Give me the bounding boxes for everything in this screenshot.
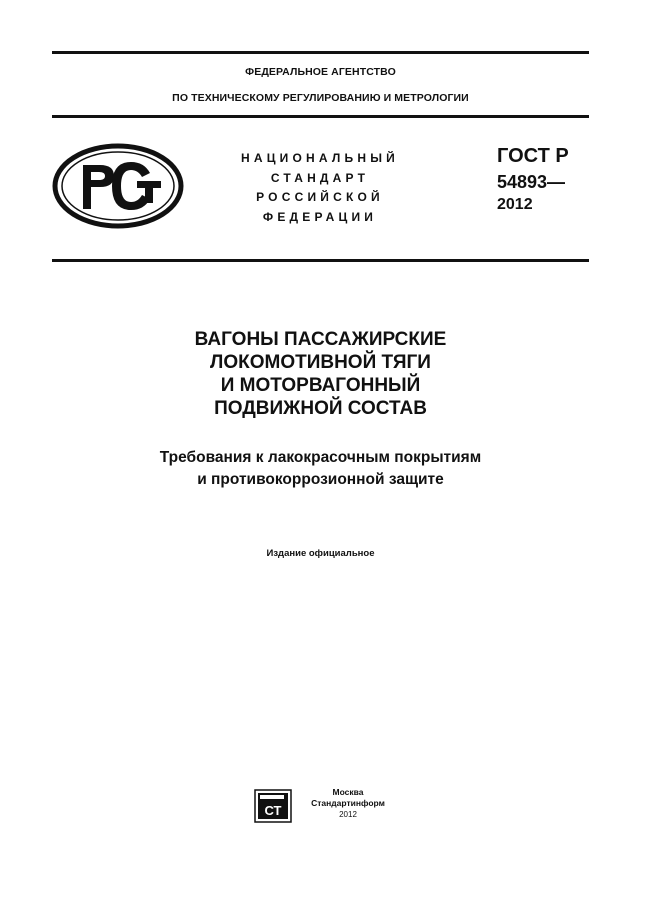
designation-line-2: 54893— — [497, 172, 566, 192]
designation-line-1: ГОСТ Р — [497, 145, 569, 167]
title-line-2: ЛОКОМОТИВНОЙ ТЯГИ — [210, 352, 431, 373]
svg-text:СТ: СТ — [264, 803, 282, 818]
subtitle-line-2: и противокоррозионной защите — [197, 471, 444, 488]
standard-type-line-2: СТАНДАРТ — [270, 170, 370, 185]
standard-type-line-3: РОССИЙСКОЙ — [256, 190, 384, 204]
standard-type-line-4: ФЕДЕРАЦИИ — [262, 209, 378, 224]
title-line-4: ПОДВИЖНОЙ СОСТАВ — [214, 398, 427, 419]
standard-type — [225, 149, 415, 227]
title-line-3: И МОТОРВАГОННЫЙ — [220, 375, 421, 396]
rst-certification-mark-icon — [52, 143, 184, 229]
bottom-rule — [52, 259, 589, 262]
publisher-imprint — [308, 787, 388, 820]
publisher-year: 2012 — [339, 810, 357, 819]
standartinform-logo-icon — [254, 789, 292, 823]
standard-designation — [497, 143, 569, 215]
title-line-1: ВАГОНЫ ПАССАЖИРСКИЕ — [194, 329, 447, 350]
publisher-city: Москва — [332, 787, 364, 797]
standard-type-line-1: НАЦИОНАЛЬНЫЙ — [240, 151, 400, 165]
middle-rule — [52, 115, 589, 118]
publisher-name: Стандартинформ — [311, 798, 385, 808]
subtitle-line-1: Требования к лакокрасочным покрытиям — [159, 449, 482, 466]
designation-line-3: 2012 — [497, 196, 533, 213]
top-rule — [52, 51, 589, 54]
document-title — [52, 328, 589, 420]
document-subtitle — [52, 447, 589, 491]
edition-label: Издание официальное — [266, 548, 375, 559]
agency-line-2: ПО ТЕХНИЧЕСКОМУ РЕГУЛИРОВАНИЮ И МЕТРОЛОГИИ — [172, 92, 469, 104]
agency-line-1: ФЕДЕРАЛЬНОЕ АГЕНТСТВО — [245, 66, 396, 78]
